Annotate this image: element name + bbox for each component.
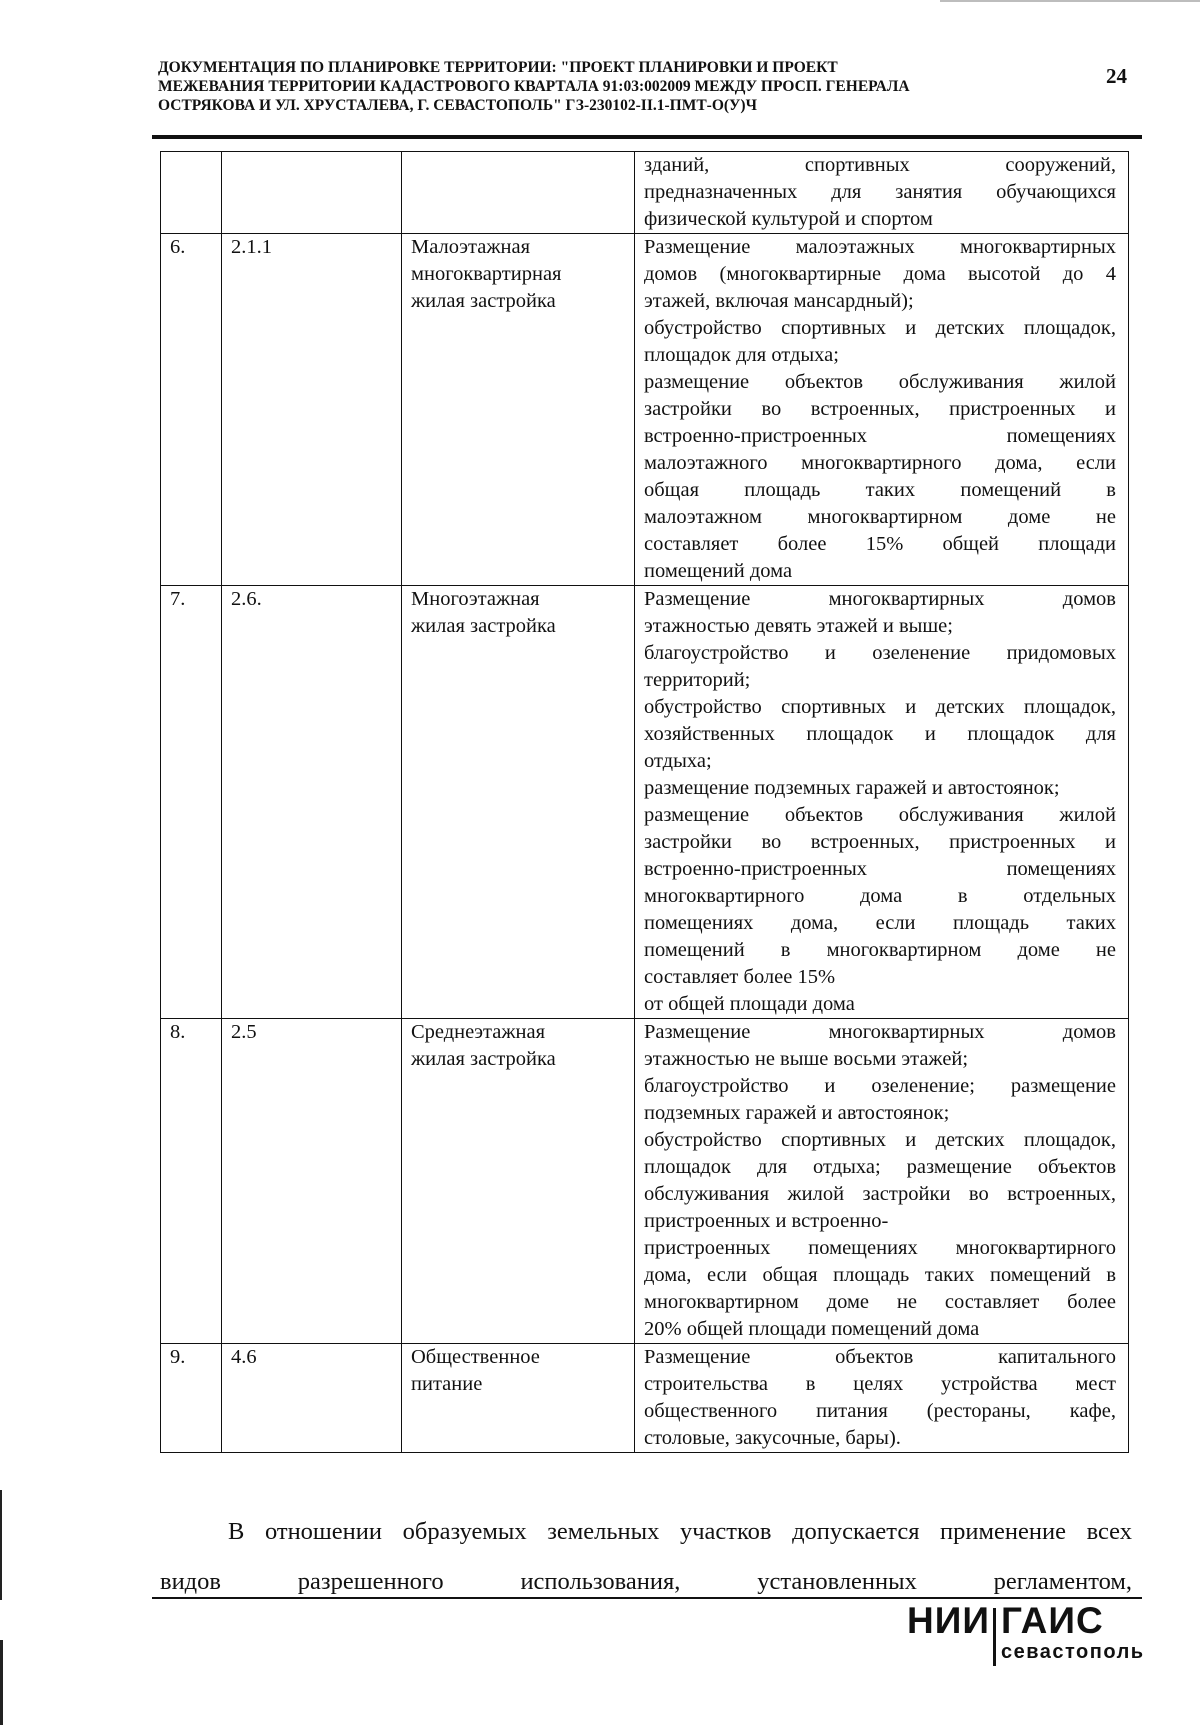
description-line: физической культурой и спортом — [644, 208, 933, 230]
description-line: благоустройство и озеленение; размещение — [644, 1075, 1116, 1097]
paragraph-line: В отношении образуемых земельных участков допускается применение всех — [228, 1518, 1132, 1545]
description-line: домов (многоквартирные дома высотой до 4 — [644, 263, 1116, 285]
use-description-cell — [635, 234, 1129, 586]
description-line: Размещение малоэтажных многоквартирных — [644, 236, 1116, 258]
description-line: встроенно-пристроенных помещениях — [644, 425, 1116, 447]
description-line: от общей площади дома — [644, 993, 855, 1015]
use-description-cell — [635, 586, 1129, 1019]
use-name-line: жилая застройка — [411, 1048, 556, 1070]
row-number-cell: 7. — [161, 586, 222, 1019]
logo-divider — [993, 1608, 996, 1666]
use-name-line: жилая застройка — [411, 290, 556, 312]
description-line: обустройство спортивных и детских площадок, — [644, 317, 1116, 339]
use-code-cell: 2.1.1 — [222, 234, 402, 586]
use-name-line: многоквартирная — [411, 263, 562, 285]
use-name-line: Малоэтажная — [411, 236, 531, 258]
scan-edge-mark — [0, 1640, 3, 1725]
description-line: размещение объектов обслуживания жилой — [644, 804, 1116, 826]
use-code-cell: 4.6 — [222, 1344, 402, 1453]
table-body — [161, 152, 1129, 1453]
description-line: Размещение многоквартирных домов — [644, 588, 1116, 610]
use-name-cell — [402, 152, 635, 234]
description-line: помещениях дома, если площадь таких — [644, 912, 1116, 934]
description-line: 20% общей площади помещений дома — [644, 1318, 980, 1340]
use-code-cell: 2.5 — [222, 1019, 402, 1344]
description-line: площадок для отдыха; размещение объектов — [644, 1156, 1116, 1178]
header-line: ОСТРЯКОВА И УЛ. ХРУСТАЛЕВА, Г. СЕВАСТОПОЛЬ" ГЗ-230102-II.1-ПМТ-О(У)Ч — [158, 97, 757, 114]
description-line: отдыха; — [644, 750, 712, 772]
use-name-cell — [402, 1344, 635, 1453]
body-paragraph — [160, 1507, 1132, 1607]
use-name-line: жилая застройка — [411, 615, 556, 637]
row-number-cell: 6. — [161, 234, 222, 586]
table-row — [161, 586, 1129, 1019]
description-line: подземных гаражей и автостоянок; — [644, 1102, 950, 1124]
header-line: МЕЖЕВАНИЯ ТЕРРИТОРИИ КАДАСТРОВОГО КВАРТАЛА 91:03:002009 МЕЖДУ ПРОСП. ГЕНЕРАЛА — [158, 78, 910, 95]
description-line: дома, если общая площадь таких помещений в — [644, 1264, 1116, 1286]
table-row — [161, 234, 1129, 586]
use-description-cell — [635, 1019, 1129, 1344]
paragraph-line: видов разрешенного использования, установленных регламентом, — [160, 1568, 1132, 1595]
document-header — [158, 58, 1058, 115]
description-line: этажностью девять этажей и выше; — [644, 615, 953, 637]
description-line: многоквартирном доме не составляет более — [644, 1291, 1116, 1313]
land-use-table — [160, 151, 1129, 1453]
use-name-line: Многоэтажная — [411, 588, 540, 610]
description-line: пристроенных помещениях многоквартирного — [644, 1237, 1116, 1259]
use-code-cell: 2.6. — [222, 586, 402, 1019]
row-number-cell: 9. — [161, 1344, 222, 1453]
description-line: этажностью не выше восьми этажей; — [644, 1048, 969, 1070]
description-line: общественного питания (рестораны, кафе, — [644, 1400, 1116, 1422]
description-line: Размещение объектов капитального — [644, 1346, 1116, 1368]
niigais-logo — [905, 1600, 1155, 1670]
header-line: ДОКУМЕНТАЦИЯ ПО ПЛАНИРОВКЕ ТЕРРИТОРИИ: "ПРОЕКТ ПЛАНИРОВКИ И ПРОЕКТ — [158, 59, 838, 76]
description-line: Размещение многоквартирных домов — [644, 1021, 1116, 1043]
description-line: хозяйственных площадок и площадок для — [644, 723, 1116, 745]
description-line: размещение подземных гаражей и автостоянок; — [644, 777, 1060, 799]
description-line: обслуживания жилой застройки во встроенных, — [644, 1183, 1116, 1205]
description-line: застройки во встроенных, пристроенных и — [644, 398, 1116, 420]
description-line: размещение объектов обслуживания жилой — [644, 371, 1116, 393]
description-line: составляет более 15% — [644, 966, 836, 988]
use-name-cell — [402, 234, 635, 586]
header-divider — [152, 135, 1142, 139]
table-row — [161, 1344, 1129, 1453]
description-line: предназначенных для занятия обучающихся — [644, 181, 1116, 203]
page-number: 24 — [1106, 64, 1127, 88]
logo-city-text: севастополь — [1001, 1641, 1145, 1663]
use-name-cell — [402, 1019, 635, 1344]
row-number-cell: 8. — [161, 1019, 222, 1344]
description-line: встроенно-пристроенных помещениях — [644, 858, 1116, 880]
footer-divider — [152, 1597, 1142, 1599]
description-line: многоквартирного дома в отдельных — [644, 885, 1116, 907]
description-line: строительства в целях устройства мест — [644, 1373, 1116, 1395]
description-line: благоустройство и озеленение придомовых — [644, 642, 1116, 664]
description-line: столовые, закусочные, бары). — [644, 1427, 901, 1449]
logo-gais-text: ГАИС — [1001, 1600, 1104, 1641]
description-line: обустройство спортивных и детских площадок, — [644, 1129, 1116, 1151]
use-code-cell — [222, 152, 402, 234]
table-row — [161, 152, 1129, 234]
description-line: этажей, включая мансардный); — [644, 290, 914, 312]
use-name-line: Общественное — [411, 1346, 540, 1368]
description-line: территорий; — [644, 669, 751, 691]
description-line: пристроенных и встроенно- — [644, 1210, 889, 1232]
use-name-line: питание — [411, 1373, 483, 1395]
description-line: составляет более 15% общей площади — [644, 533, 1116, 555]
scan-edge-mark — [940, 0, 1200, 2]
use-description-cell — [635, 1344, 1129, 1453]
description-line: обустройство спортивных и детских площадок, — [644, 696, 1116, 718]
description-line: малоэтажного многоквартирного дома, если — [644, 452, 1116, 474]
description-line: зданий, спортивных сооружений, — [644, 154, 1116, 176]
description-line: застройки во встроенных, пристроенных и — [644, 831, 1116, 853]
scan-edge-mark — [0, 1490, 2, 1600]
table-row — [161, 1019, 1129, 1344]
description-line: помещений дома — [644, 560, 793, 582]
row-number-cell — [161, 152, 222, 234]
logo-nii-text: НИИ — [907, 1600, 990, 1641]
use-description-cell — [635, 152, 1129, 234]
description-line: площадок для отдыха; — [644, 344, 839, 366]
use-name-line: Среднеэтажная — [411, 1021, 546, 1043]
use-name-cell — [402, 586, 635, 1019]
description-line: помещений в многоквартирном доме не — [644, 939, 1116, 961]
description-line: общая площадь таких помещений в — [644, 479, 1116, 501]
description-line: малоэтажном многоквартирном доме не — [644, 506, 1116, 528]
